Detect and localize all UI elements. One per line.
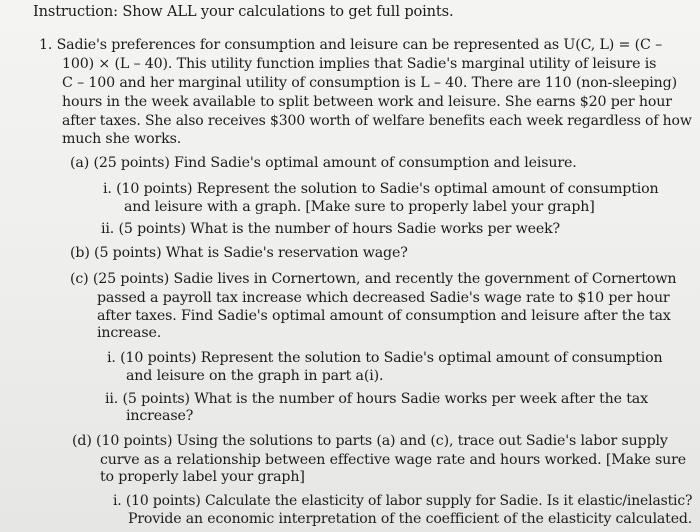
part-d-i-line-1: i. (10 points) Calculate the elasticity of labor supply for Sadie. Is it elastic/inelastic? [113, 493, 693, 509]
part-c-i-line-2: and leisure on the graph in part a(i). [126, 368, 384, 384]
question-1-line-2: 100) × (L – 40). This utility function implies that Sadie's marginal utility of leisure is [62, 56, 657, 72]
question-1-line-6: much she works. [62, 131, 182, 147]
part-c-ii-line-1: ii. (5 points) What is the number of hours Sadie works per week after the tax [105, 391, 648, 407]
part-a-prompt: (a) (25 points) Find Sadie's optimal amount of consumption and leisure. [70, 155, 577, 171]
part-d-line-1: (d) (10 points) Using the solutions to parts (a) and (c), trace out Sadie's labor supply [72, 433, 668, 449]
part-c-line-1: (c) (25 points) Sadie lives in Cornertown, and recently the government of Cornertown [70, 271, 677, 287]
question-1-line-3: C – 100 and her marginal utility of consumption is L – 40. There are 110 (non-sleeping) [62, 75, 677, 91]
part-a-i-line-1: i. (10 points) Represent the solution to Sadie's optimal amount of consumption [103, 181, 659, 197]
instruction-text: Instruction: Show ALL your calculations to get full points. [33, 3, 454, 20]
part-d-i-line-2: Provide an economic interpretation of the coefficient of the elasticity calculated. [128, 511, 693, 527]
part-c-i-line-1: i. (10 points) Represent the solution to Sadie's optimal amount of consumption [107, 350, 663, 366]
part-a-i-line-2: and leisure with a graph. [Make sure to properly label your graph] [124, 199, 595, 215]
part-a-ii: ii. (5 points) What is the number of hours Sadie works per week? [101, 221, 561, 237]
part-c-ii-line-2: increase? [126, 408, 194, 424]
part-c-line-3: after taxes. Find Sadie's optimal amount of consumption and leisure after the tax [97, 308, 671, 324]
part-d-line-2: curve as a relationship between effective wage rate and hours worked. [Make sure [100, 452, 687, 468]
part-c-line-4: increase. [97, 325, 162, 341]
question-1-line-4: hours in the week available to split between work and leisure. She earns $20 per hour [62, 94, 672, 110]
part-d-line-3: to properly label your graph] [100, 469, 305, 485]
part-b-prompt: (b) (5 points) What is Sadie's reservation wage? [70, 245, 408, 261]
part-c-line-2: passed a payroll tax increase which decreased Sadie's wage rate to $10 per hour [97, 290, 670, 306]
question-1-line-1: 1. Sadie's preferences for consumption and leisure can be represented as U(C, L) = (C – [39, 37, 663, 53]
question-1-line-5: after taxes. She also receives $300 worth of welfare benefits each week regardless of how [62, 113, 692, 129]
